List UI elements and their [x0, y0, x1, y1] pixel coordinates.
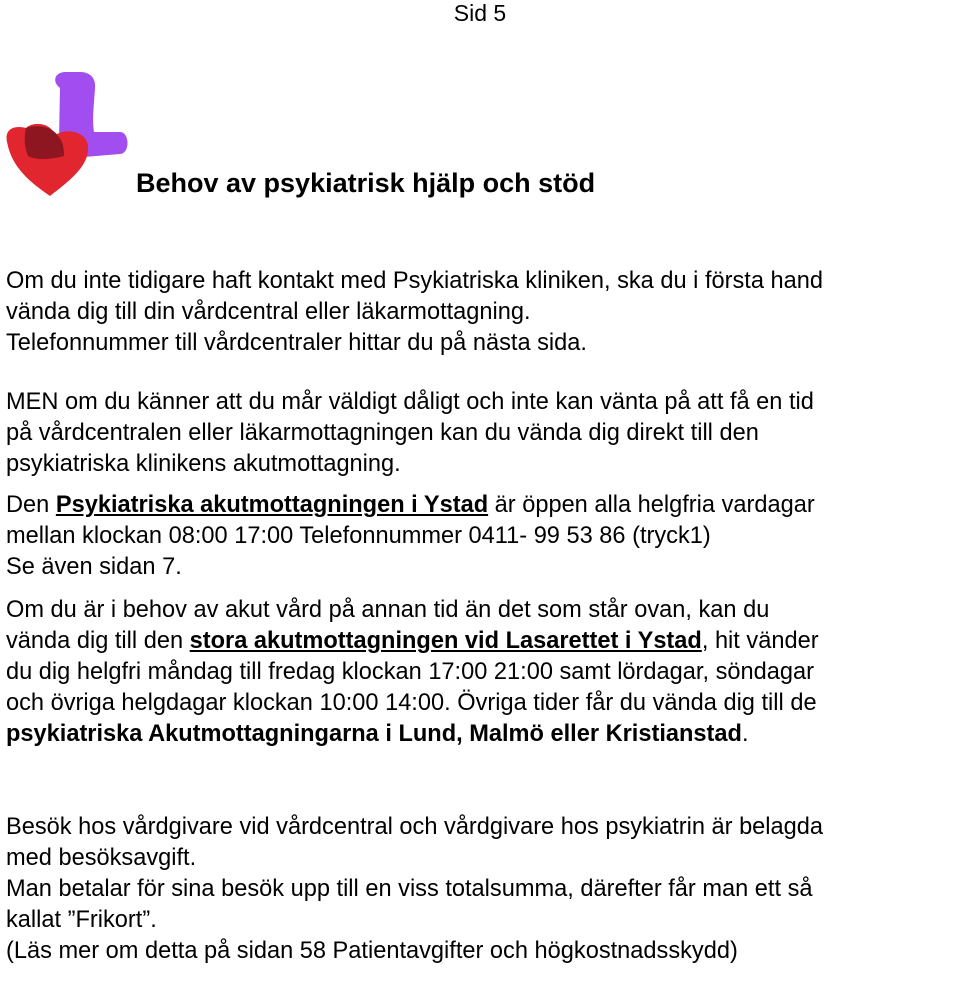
- lasarettet-ystad-emergency-link[interactable]: stora akutmottagningen vid Lasarettet i Ystad: [189, 628, 702, 654]
- text-segment: Den: [6, 492, 56, 518]
- regional-emergency-text: psykiatriska Akutmottagningarna i Lund, Malmö eller Kristianstad: [6, 721, 742, 747]
- text-line: Man betalar för sina besök upp till en viss totalsumma, därefter får man ett så: [6, 876, 813, 902]
- text-line: Om du inte tidigare haft kontakt med Psykiatriska kliniken, ska du i första hand: [6, 268, 824, 294]
- text-line: Om du är i behov av akut vård på annan tid än det som står ovan, kan du: [6, 597, 770, 623]
- text-line: på vårdcentralen eller läkarmottagningen kan du vända dig direkt till den: [6, 420, 759, 446]
- text-line: mellan klockan 08:00 17:00 Telefonnummer 0411- 99 53 86 (tryck1): [6, 523, 711, 549]
- urgent-paragraph: [6, 387, 958, 480]
- text-line: kallat ”Frikort”.: [6, 907, 157, 933]
- ystad-psychiatric-emergency-link[interactable]: Psykiatriska akutmottagningen i Ystad: [55, 492, 489, 518]
- document-body: [6, 266, 958, 967]
- page-number: Sid 5: [453, 0, 507, 26]
- text-segment: .: [741, 721, 749, 747]
- ystad-clinic-paragraph: [6, 490, 958, 583]
- text-line: Se även sidan 7.: [6, 554, 182, 580]
- text-segment: är öppen alla helgfria vardagar: [488, 492, 815, 518]
- heart-person-logo-icon: [2, 70, 132, 200]
- page-title: Behov av psykiatrisk hjälp och stöd: [136, 168, 596, 198]
- text-line: MEN om du känner att du mår väldigt dåligt och inte kan vänta på att få en tid: [6, 389, 814, 415]
- text-line: vända dig till din vårdcentral eller läkarmottagning.: [6, 299, 531, 325]
- text-line: du dig helgfri måndag till fredag klockan 17:00 21:00 samt lördagar, söndagar: [6, 659, 814, 685]
- text-line: med besöksavgift.: [6, 845, 197, 871]
- emergency-paragraph: [6, 595, 958, 750]
- text-line: Telefonnummer till vårdcentraler hittar du på nästa sida.: [6, 330, 587, 356]
- text-line: och övriga helgdagar klockan 10:00 14:00. Övriga tider får du vända dig till de: [6, 690, 817, 716]
- fees-paragraph: [6, 812, 958, 967]
- text-line: psykiatriska klinikens akutmottagning.: [6, 451, 401, 477]
- intro-paragraph: [6, 266, 958, 359]
- text-line: (Läs mer om detta på sidan 58 Patientavgifter och högkostnadsskydd): [6, 938, 738, 964]
- text-segment: vända dig till den: [6, 628, 190, 654]
- text-line: Besök hos vårdgivare vid vårdcentral och vårdgivare hos psykiatrin är belagda: [6, 814, 824, 840]
- text-segment: , hit vänder: [701, 628, 819, 654]
